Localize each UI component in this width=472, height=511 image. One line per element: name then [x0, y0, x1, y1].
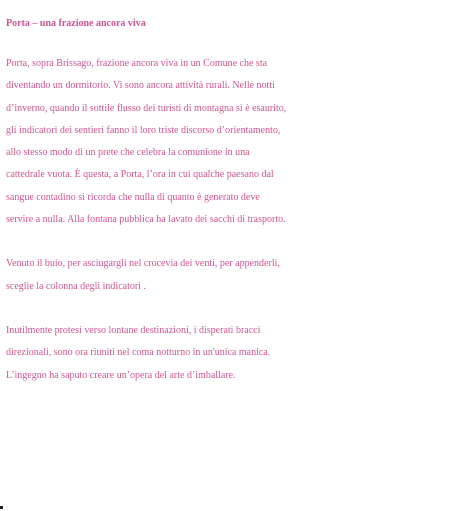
paragraph-line: direzionali, sono ora riuniti nel coma notturno in un'unica manica. [6, 347, 271, 359]
paragraph-line: Venuto il buio, per asciugargli nel crocevia dei venti, per appenderli, [6, 258, 280, 270]
paragraph-line: gli indicatori dei sentieri fanno il loro triste discorso d’orientamento, [6, 124, 281, 136]
paragraph-line: allo stesso modo di un prete che celebra la comunione in una [6, 147, 250, 159]
paragraph-2 [6, 253, 472, 298]
paragraph-line: sangue contadino si ricorda che nulla di quanto è generato deve [6, 191, 260, 203]
paragraph-line: L’ingegno ha saputo creare un’opera del arte d’imballare. [6, 369, 236, 381]
article [6, 14, 472, 409]
paragraph-line: d’inverno, quando il sottile flusso dei turisti di montagna si è esaurito, [6, 102, 287, 114]
paragraph-line: diventando un dormitorio. Vi sono ancora attività rurali. Nelle notti [6, 80, 275, 92]
corner-marker [0, 506, 3, 509]
paragraph-line: servire a nulla. Alla fontana pubblica ha lavato dei sacchi di trasporto. [6, 214, 286, 226]
paragraph-line: sceglie la colonna degli indicatori . [6, 280, 146, 292]
article-title: Porta – una frazione ancora viva [6, 18, 146, 29]
paragraph-1 [6, 53, 472, 231]
paragraph-line: Inutilmente protesi verso lontane destinazioni, i disperati bracci [6, 324, 261, 336]
paragraph-line: cattedrale vuota. È questa, a Porta, l’ora in cui qualche paesano dal [6, 169, 274, 181]
paragraph-line: Porta, sopra Brissago, frazione ancora viva in un Comune che sta [6, 58, 268, 69]
paragraph-3 [6, 320, 472, 387]
